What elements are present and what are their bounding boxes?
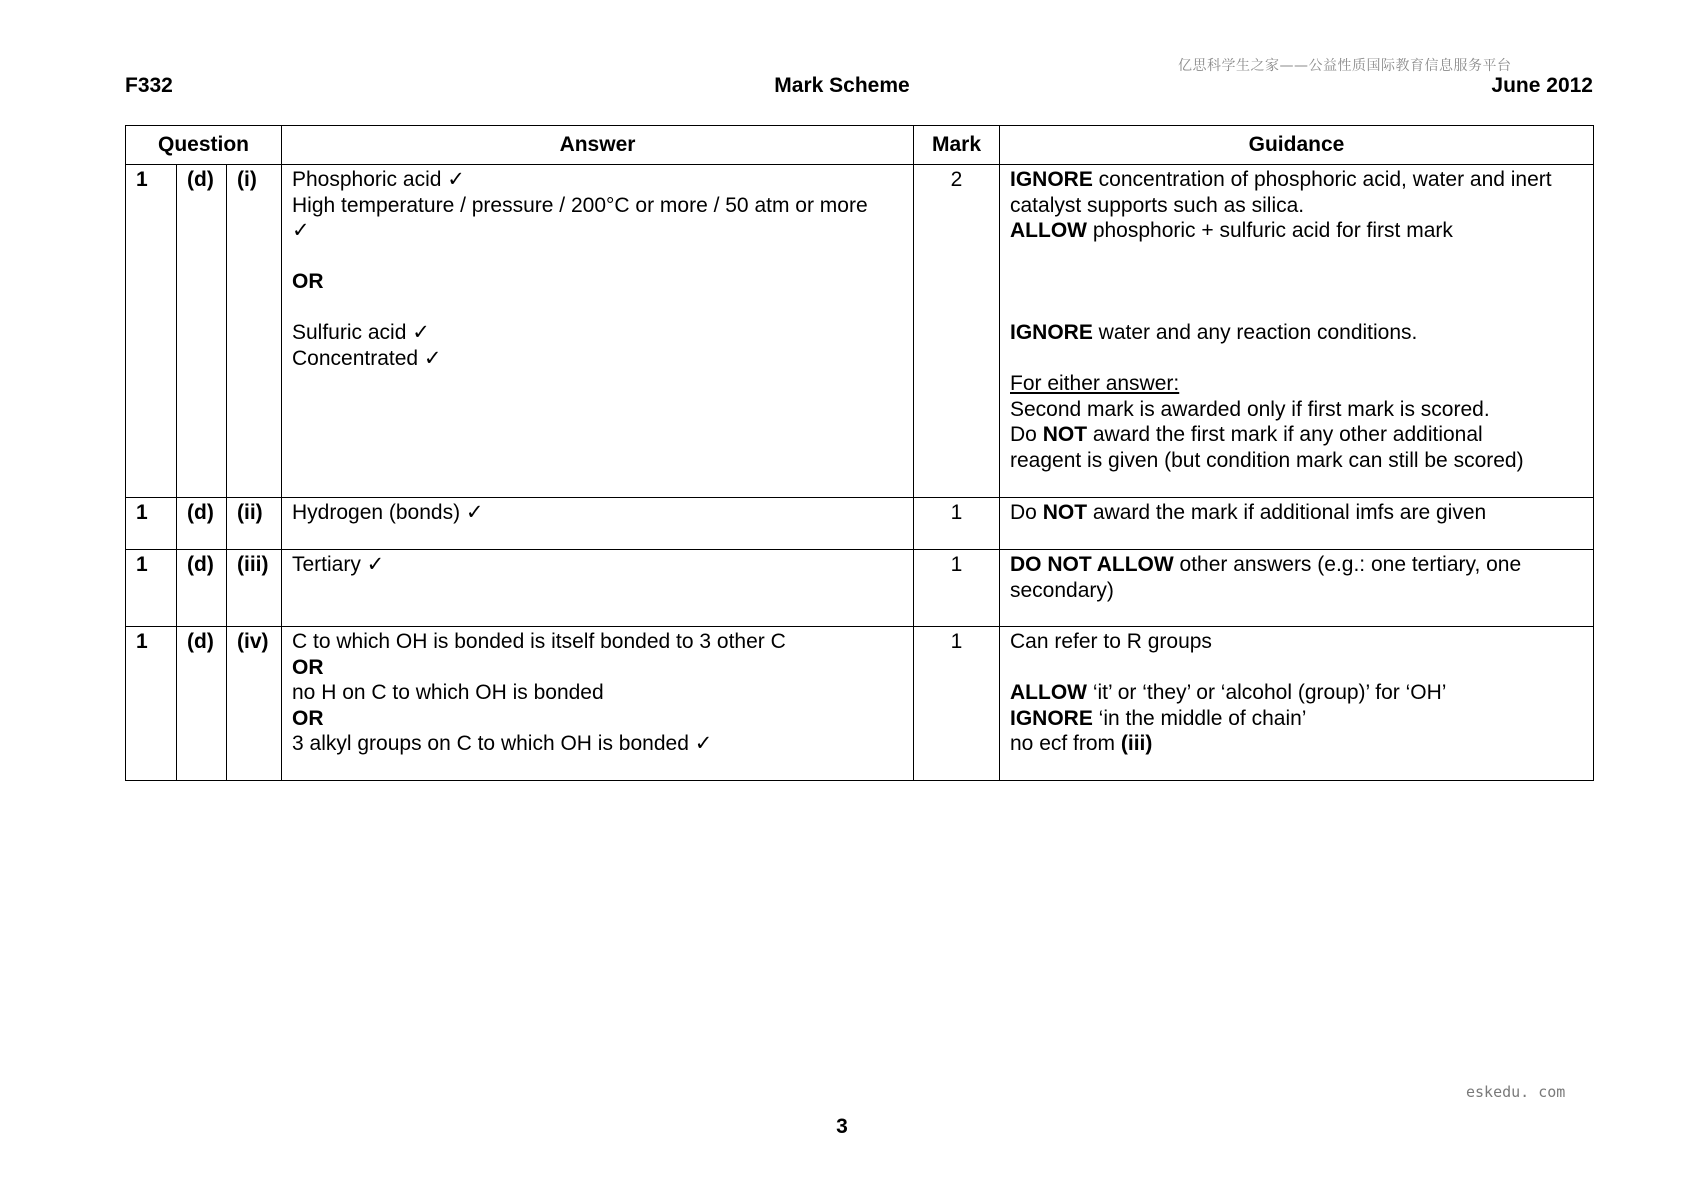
paper-code: F332 xyxy=(125,74,173,97)
question-number: 1 xyxy=(126,165,177,498)
guidance-text: ‘it’ or ‘they’ or ‘alcohol (group)’ for ‘OH’ xyxy=(1086,681,1447,704)
question-part: (d) xyxy=(177,498,227,550)
guidance-text: concentration of phosphoric acid, water and inert xyxy=(1092,168,1552,191)
spacer xyxy=(1010,346,1583,372)
guidance-line xyxy=(1010,320,1583,346)
question-subpart: (iv) xyxy=(227,627,282,781)
guidance-line: For either answer: xyxy=(1010,372,1180,395)
guidance-header: Guidance xyxy=(1000,126,1594,165)
table-row xyxy=(126,627,1594,781)
guidance-line: secondary) xyxy=(1010,578,1114,602)
answer-cell xyxy=(282,550,914,627)
answer-line: ✓ xyxy=(292,219,310,242)
table-row xyxy=(126,550,1594,627)
spacer xyxy=(1010,269,1583,295)
keyword: ALLOW xyxy=(1010,219,1087,242)
guidance-line xyxy=(1010,552,1583,578)
guidance-line xyxy=(1010,422,1583,448)
keyword: IGNORE xyxy=(1010,168,1093,191)
guidance-line xyxy=(1010,218,1583,244)
answer-cell xyxy=(282,627,914,781)
answer-line: OR xyxy=(292,270,324,293)
guidance-line xyxy=(1010,500,1583,526)
guidance-text: phosphoric + sulfuric acid for first mark xyxy=(1086,219,1453,242)
watermark-bottom: eskedu. com xyxy=(1466,1083,1566,1101)
exam-session: June 2012 xyxy=(1491,74,1593,97)
answer-cell xyxy=(282,498,914,550)
answer-line: C to which OH is bonded is itself bonded to 3 other C xyxy=(292,630,786,653)
guidance-cell xyxy=(1000,627,1594,781)
question-header: Question xyxy=(126,126,282,165)
guidance-line xyxy=(1010,731,1583,757)
answer-line: Tertiary ✓ xyxy=(292,553,385,576)
page-number: 3 xyxy=(836,1115,848,1138)
answer-line: High temperature / pressure / 200°C or more / 50 atm or more xyxy=(292,193,868,217)
answer-line: Hydrogen (bonds) ✓ xyxy=(292,501,484,524)
question-subpart: (iii) xyxy=(227,550,282,627)
keyword: IGNORE xyxy=(1010,706,1093,730)
answer-line xyxy=(292,244,903,270)
question-part: (d) xyxy=(177,627,227,781)
question-number: 1 xyxy=(126,627,177,781)
mark-scheme-table xyxy=(125,125,1594,781)
keyword: DO NOT ALLOW xyxy=(1010,553,1174,576)
keyword: (iii) xyxy=(1120,732,1153,755)
keyword: NOT xyxy=(1042,501,1088,524)
mark-cell: 1 xyxy=(914,627,1000,781)
question-part: (d) xyxy=(177,550,227,627)
table-header-row xyxy=(126,126,1594,165)
answer-line: Phosphoric acid ✓ xyxy=(292,168,465,191)
guidance-line: Second mark is awarded only if first mark is scored. xyxy=(1010,397,1490,421)
table-row xyxy=(126,165,1594,498)
answer-line: Concentrated ✓ xyxy=(292,346,442,370)
spacer xyxy=(1010,244,1583,270)
answer-line: OR xyxy=(292,706,324,730)
guidance-text: Do xyxy=(1010,501,1043,524)
question-subpart: (ii) xyxy=(227,498,282,550)
keyword: ALLOW xyxy=(1010,681,1087,704)
watermark-top: 亿思科学生之家——公益性质国际教育信息服务平台 xyxy=(1178,58,1512,74)
guidance-text: ‘in the middle of chain’ xyxy=(1092,706,1307,730)
guidance-text: no ecf from xyxy=(1010,732,1121,755)
guidance-line xyxy=(1010,680,1583,706)
keyword: IGNORE xyxy=(1010,321,1093,344)
answer-line: 3 alkyl groups on C to which OH is bonded ✓ xyxy=(292,732,713,755)
answer-cell xyxy=(282,165,914,498)
guidance-cell xyxy=(1000,165,1594,498)
guidance-cell xyxy=(1000,498,1594,550)
spacer xyxy=(1010,295,1583,321)
question-subpart: (i) xyxy=(227,165,282,498)
guidance-line: reagent is given (but condition mark can still be scored) xyxy=(1010,448,1524,472)
mark-header: Mark xyxy=(914,126,1000,165)
mark-cell: 2 xyxy=(914,165,1000,498)
guidance-line xyxy=(1010,706,1583,732)
mark-cell: 1 xyxy=(914,550,1000,627)
guidance-text: water and any reaction conditions. xyxy=(1092,321,1418,344)
answer-line xyxy=(292,295,903,321)
answer-line: OR xyxy=(292,655,324,679)
guidance-text: Do xyxy=(1010,423,1043,446)
spacer xyxy=(1010,655,1583,681)
answer-line: no H on C to which OH is bonded xyxy=(292,681,604,704)
question-number: 1 xyxy=(126,498,177,550)
question-number: 1 xyxy=(126,550,177,627)
document-title: Mark Scheme xyxy=(774,74,910,97)
guidance-cell xyxy=(1000,550,1594,627)
answer-line: Sulfuric acid ✓ xyxy=(292,321,430,344)
answer-header: Answer xyxy=(282,126,914,165)
guidance-line: catalyst supports such as silica. xyxy=(1010,193,1305,217)
guidance-text: award the mark if additional imfs are given xyxy=(1087,501,1487,524)
question-part: (d) xyxy=(177,165,227,498)
guidance-text: other answers (e.g.: one tertiary, one xyxy=(1173,553,1522,576)
mark-cell: 1 xyxy=(914,498,1000,550)
guidance-line xyxy=(1010,167,1583,193)
guidance-text: award the first mark if any other additional xyxy=(1087,423,1483,446)
keyword: NOT xyxy=(1042,423,1088,446)
table-row xyxy=(126,498,1594,550)
guidance-line: Can refer to R groups xyxy=(1010,630,1212,653)
